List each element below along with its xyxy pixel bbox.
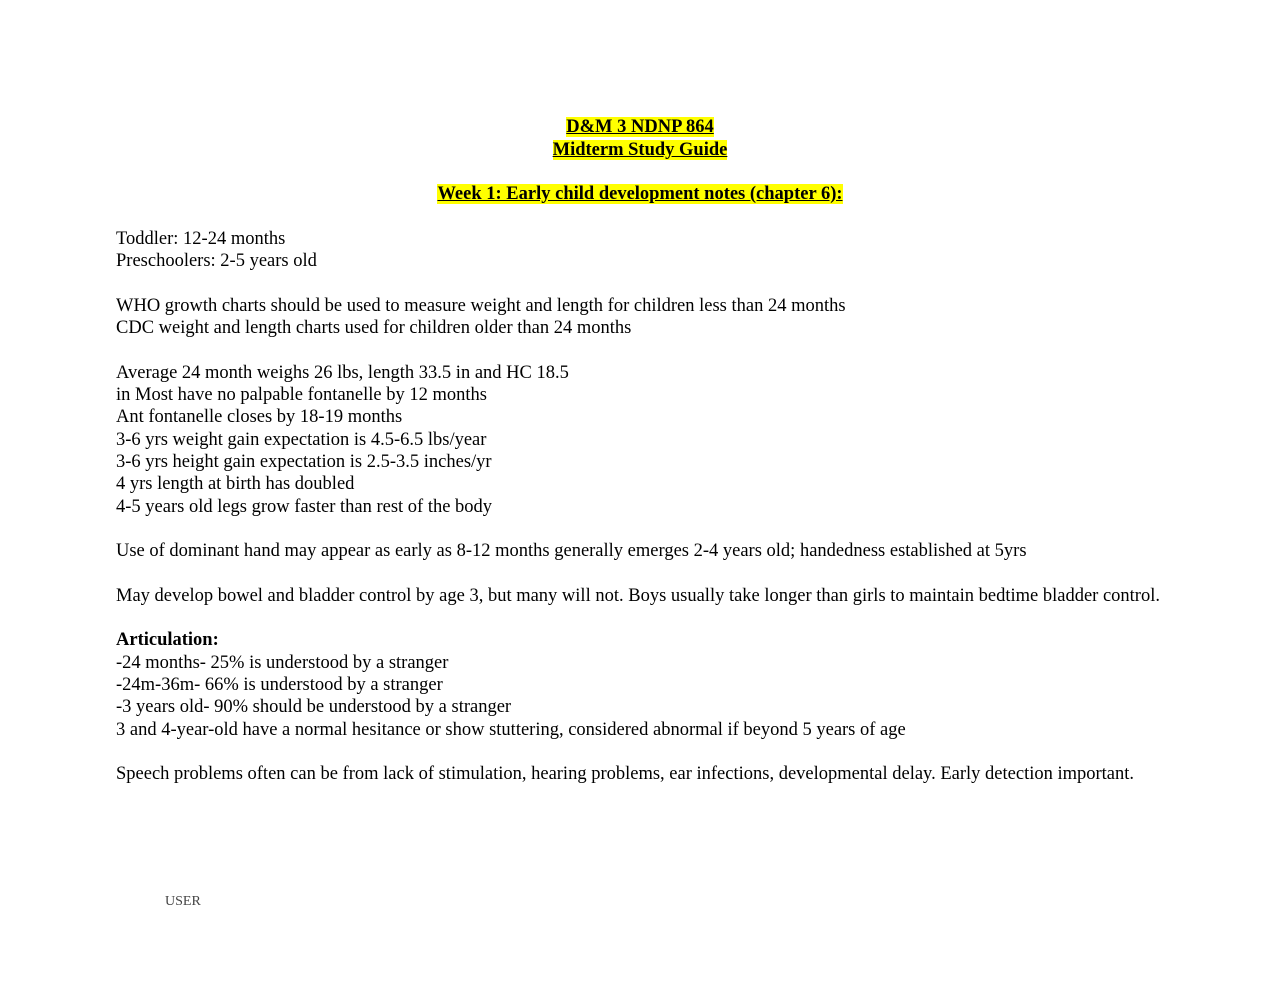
articulation-line: -24m-36m- 66% is understood by a stranger: [116, 674, 443, 695]
week-heading: Week 1: Early child development notes (chapter 6):: [437, 184, 843, 204]
document-body: [116, 228, 1166, 785]
title-block: [0, 116, 1280, 206]
growth-line: 3-6 yrs height gain expectation is 2.5-3.5 inches/yr: [116, 451, 492, 472]
footer-user: USER: [165, 894, 201, 909]
articulation-line: 3 and 4-year-old have a normal hesitance or show stuttering, considered abnormal if beyond 5 years of age: [116, 719, 906, 740]
age-line: Preschoolers: 2-5 years old: [116, 251, 317, 272]
age-line: Toddler: 12-24 months: [116, 229, 286, 249]
growth-line: Ant fontanelle closes by 18-19 months: [116, 407, 403, 428]
articulation-line: -3 years old- 90% should be understood by a stranger: [116, 697, 512, 718]
growth-line: 3-6 yrs weight gain expectation is 4.5-6.5 lbs/year: [116, 429, 487, 450]
bladder-paragraph: May develop bowel and bladder control by age 3, but many will not. Boys usually take longer than girls to maintain bedtime bladder control.: [116, 585, 1160, 606]
document-title: Midterm Study Guide: [552, 140, 728, 160]
chart-line: CDC weight and length charts used for children older than 24 months: [116, 318, 632, 339]
growth-line: Average 24 month weighs 26 lbs, length 33.5 in and HC 18.5: [116, 362, 569, 383]
handedness-paragraph: Use of dominant hand may appear as early as 8-12 months generally emerges 2-4 years old; handedness established at 5yrs: [116, 541, 1027, 562]
articulation-heading: Articulation:: [116, 630, 219, 651]
growth-line: 4-5 years old legs grow faster than rest of the body: [116, 496, 493, 517]
chart-line: WHO growth charts should be used to measure weight and length for children less than 24 months: [116, 295, 846, 316]
articulation-line: -24 months- 25% is understood by a stranger: [116, 652, 449, 673]
speech-paragraph: Speech problems often can be from lack of stimulation, hearing problems, ear infections, developmental delay. Early detection important.: [116, 764, 1135, 785]
course-title: D&M 3 NDNP 864: [566, 117, 714, 137]
growth-line: 4 yrs length at birth has doubled: [116, 474, 355, 495]
growth-line: in Most have no palpable fontanelle by 12 months: [116, 385, 487, 406]
